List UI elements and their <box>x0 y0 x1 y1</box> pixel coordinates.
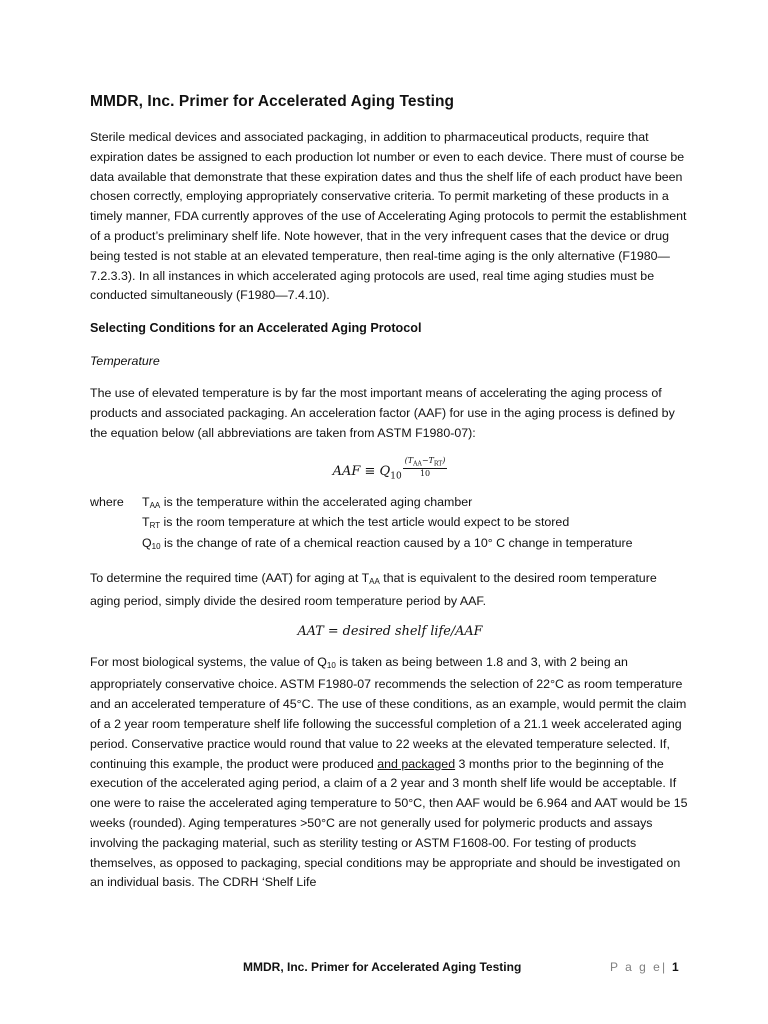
aaf-equation <box>90 456 690 482</box>
definition-row-q10: $Q_{10}$ is the change of rate of a chemical reaction caused by a 10° C change in temperature <box>142 535 633 551</box>
document-body <box>90 93 690 905</box>
aat-paragraph: To determine the required time (AAT) for aging at $T_{AA}$ that is equivalent to the desired room temperature aging period, simply divide the desired room temperature period by AAF. <box>90 571 657 608</box>
footer-separator: | <box>662 960 666 974</box>
document-title: MMDR, Inc. Primer for Accelerated Aging Testing <box>90 93 455 110</box>
subsection-heading: Temperature <box>90 354 160 369</box>
aaf-equation-lhs: AAF ≡ $Q_{10}$ <box>332 463 402 482</box>
footer-page-number: 1 <box>672 960 679 974</box>
definition-row-taa: where $T_{AA}$ is the temperature within the accelerated aging chamber <box>90 494 473 510</box>
footer-title: MMDR, Inc. Primer for Accelerated Aging Testing <box>243 960 522 974</box>
variable-definitions <box>90 494 690 556</box>
aaf-equation-exponent: $\frac{(T_{AA}-T_{RT})}{10}$ <box>404 455 446 479</box>
temperature-paragraph: The use of elevated temperature is by far the most important means of accelerating the aging process of products and associated packaging. An acceleration factor (AAF) for use in the aging process is defined by the equation below (all abbreviations are taken from ASTM F1980-07): <box>90 386 675 440</box>
section-heading: Selecting Conditions for an Accelerated Aging Protocol <box>90 321 422 336</box>
footer-page-label: P a g e <box>610 960 662 974</box>
final-paragraph: For most biological systems, the value of $Q_{10}$ is taken as being between 1.8 and 3, with 2 being an appropriately conservative choice. ASTM F1980-07 recommends the selection of 22°C as room temperature and an accelerated temperature of 45°C. The use of these conditions, as an example, would permit the claim of a 2 year room temperature shelf life following the successful completion of a 21.1 week accelerated aging period. Conservative practice would round that value to 22 weeks at the elevated temperature selected. If, continuing this example, the product were produced and packaged 3 months prior to the beginning of the execution of the accelerated aging period, a claim of a 2 year and 3 month shelf life would be acceptable. If one were to raise the accelerated aging temperature to 50°C, then AAF would be 6.964 and AAT would be 15 weeks (rounded). Aging temperatures >50°C are not generally used for polymeric products and assays involving the packaging material, such as sterility testing or ASTM F1608-00. For testing of products themselves, as opposed to packaging, special conditions may be appropriate and should be investigated on an individual basis. The CDRH ‘Shelf Life <box>90 654 688 890</box>
definition-row-trt: $T_{RT}$ is the room temperature at which the test article would expect to be stored <box>142 515 570 531</box>
intro-paragraph: Sterile medical devices and associated packaging, in addition to pharmaceutical products, require that expiration dates be assigned to each production lot number or even to each device. There must of course be data available that demonstrate that these expiration dates and thus the shelf life of each product have been chosen correctly, employing appropriately conservative criteria. To permit marketing of these products in a timely manner, FDA currently approves of the use of Accelerating Aging protocols to permit the establishment of a product’s preliminary shelf life. Note however, that in the very infrequent cases that the device or drug being tested is not stable at an elevated temperature, then real-time aging is the only alternative (F1980—7.2.3.3). In all instances in which accelerated aging protocols are used, real time aging studies must be conducted simultaneously (F1980—7.4.10). <box>90 130 687 303</box>
aat-equation: AAT = desired shelf life/AAF <box>297 623 483 639</box>
